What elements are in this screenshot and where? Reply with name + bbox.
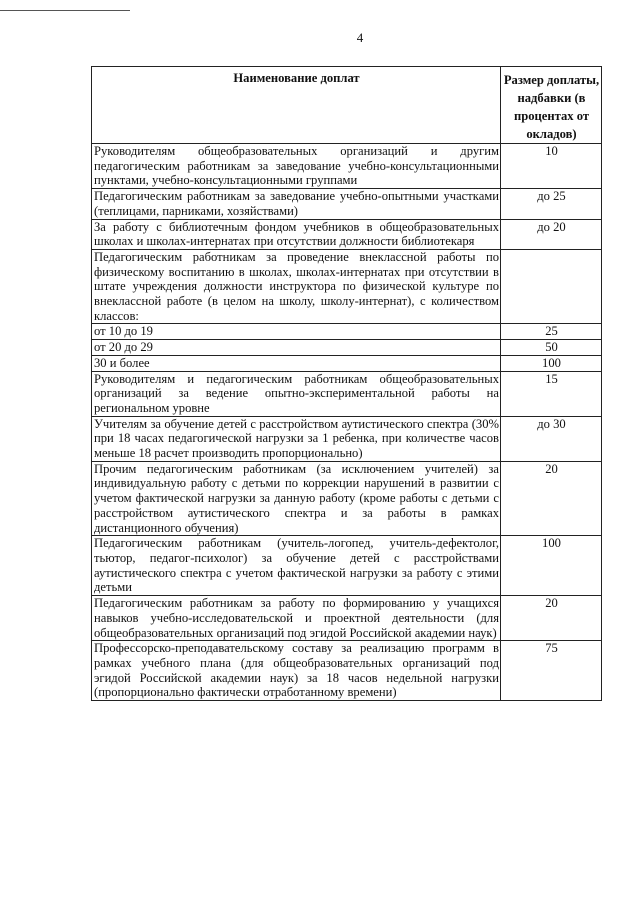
row-name: от 10 до 19	[92, 324, 501, 340]
allowance-table	[91, 66, 602, 701]
row-name: Педагогическим работникам за работу по формированию у учащихся навыков учебно-исследовательской и проектной деятельности (для общеобразовательных организаций под эгидой Российской академии наук)	[92, 596, 501, 641]
row-size: до 20	[501, 219, 602, 249]
table-row	[92, 324, 602, 340]
row-size: 25	[501, 324, 602, 340]
row-size: 100	[501, 355, 602, 371]
table-row	[92, 596, 602, 641]
row-name: от 20 до 29	[92, 340, 501, 356]
top-rule	[0, 10, 130, 11]
row-name: Педагогическим работникам за проведение внеклассной работы по физическому воспитанию в школах, школах-интернатах при отсутствии в штате учреждения должности инструктора по физической культуре по внеклассной работе (в целом на школу, школу-интернат), с количеством классов:	[92, 249, 501, 324]
header-name: Наименование доплат	[92, 67, 501, 144]
table-row	[92, 249, 602, 324]
row-name: Руководителям и педагогическим работникам общеобразовательных организаций за ведение опытно-экспериментальной работы на региональном уровне	[92, 371, 501, 416]
row-name: 30 и более	[92, 355, 501, 371]
table-row	[92, 461, 602, 536]
table-row	[92, 371, 602, 416]
row-name: Педагогическим работникам (учитель-логопед, учитель-дефектолог, тьютор, педагог-психолог) за обучение детей с расстройствами аутистического спектра с учетом фактической нагрузки за работу с этими детьми	[92, 536, 501, 596]
table-row	[92, 219, 602, 249]
row-size: до 25	[501, 189, 602, 219]
row-name: Прочим педагогическим работникам (за исключением учителей) за индивидуальную работу с детьми по коррекции нарушений в развитии с учетом фактической нагрузки за данную работу (кроме работы с детьми с расстройством аутистического спектра и за работы в рамках дистанционного обучения)	[92, 461, 501, 536]
row-size	[501, 249, 602, 324]
row-size: 15	[501, 371, 602, 416]
table-row	[92, 340, 602, 356]
row-size: 20	[501, 596, 602, 641]
row-name: Руководителям общеобразовательных организаций и другим педагогическим работникам за заведование учебно-консультационными пунктами, учебно-консультационными группами	[92, 144, 501, 189]
table-row	[92, 536, 602, 596]
table-row	[92, 189, 602, 219]
table-row	[92, 641, 602, 701]
page-number: 4	[356, 30, 364, 45]
header-size: Размер доплаты, надбавки (в процентах от окладов)	[501, 67, 602, 144]
table-row	[92, 144, 602, 189]
row-size: 100	[501, 536, 602, 596]
row-size: 75	[501, 641, 602, 701]
row-size: 20	[501, 461, 602, 536]
row-name: За работу с библиотечным фондом учебников в общеобразовательных школах и школах-интернатах при отсутствии должности библиотекаря	[92, 219, 501, 249]
row-name: Учителям за обучение детей с расстройством аутистического спектра (30% при 18 часах педагогической нагрузки за 1 ребенка, при количестве часов меньше 18 расчет производить пропорционально)	[92, 416, 501, 461]
row-size: до 30	[501, 416, 602, 461]
row-size: 50	[501, 340, 602, 356]
table-header-row	[92, 67, 602, 144]
row-size: 10	[501, 144, 602, 189]
row-name: Педагогическим работникам за заведование учебно-опытными участками (теплицами, парниками, хозяйствами)	[92, 189, 501, 219]
table-row	[92, 355, 602, 371]
table-row	[92, 416, 602, 461]
row-name: Профессорско-преподавательскому составу за реализацию программ в рамках учебного плана (для общеобразовательных организаций под эгидой Российской академии наук) за 18 часов недельной нагрузки (пропорционально фактически отработанному времени)	[92, 641, 501, 701]
